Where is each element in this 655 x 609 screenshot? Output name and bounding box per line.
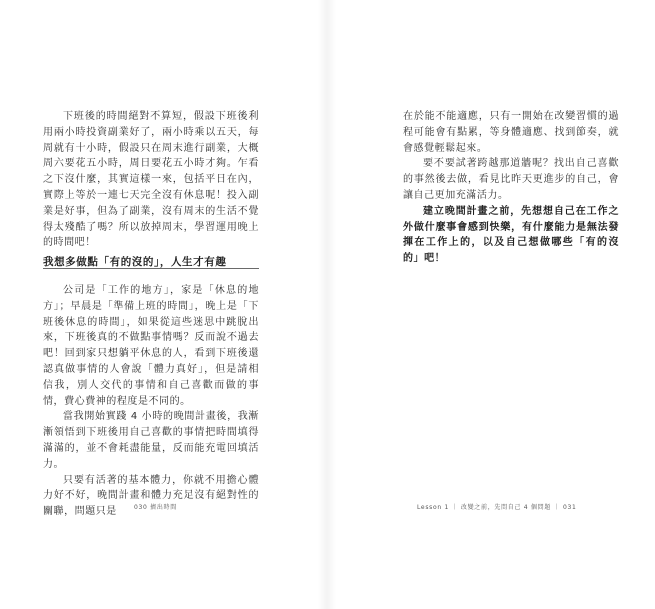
continued-text-block — [403, 109, 619, 267]
emphasis-paragraph: 建立晚間計畫之前，先想想自己在工作之外做什麼事會感到快樂，有什麼能力是無法發揮在工作上的，以及自己想做哪些「有的沒的」吧！ — [403, 205, 619, 265]
body-paragraph: 在於能不能適應，只有一開始在改變習慣的過程可能會有點累，等身體適應、找到節奏，就會感覺輕鬆起來。 — [403, 111, 619, 154]
body-paragraph: 只要有活著的基本體力，你就不用擔心體力好不好，晚間計畫和體力充足沒有絕對性的關聯，問題只是 — [43, 474, 259, 518]
page-footer-left: 030 擠出時間 — [134, 504, 177, 511]
body-paragraph: 公司是「工作的地方」，家是「休息的地方」；早晨是「準備上班的時間」，晚上是「下班後休息的時間」，如果從這些迷思中跳脫出來，下班後真的不做點事情嗎？反而說不過去吧！回到家只想躺平休息的人，看到下班後還認真做事情的人會說「體力真好」，但是請相信我，別人交代的事情和自己喜歡而做的事情，費心費神的程度是不同的。 — [43, 285, 259, 407]
section-divider — [43, 268, 259, 269]
section-text-block — [43, 283, 259, 520]
opening-text-block — [43, 109, 259, 251]
body-paragraph: 當我開始實踐 4 小時的晚間計畫後，我漸漸領悟到下班後用自己喜歡的事情把時間填得滿滿的，並不會耗盡能量，反而能充電回填活力。 — [43, 411, 259, 470]
body-paragraph: 下班後的時間絕對不算短，假設下班後利用兩小時投資副業好了，兩小時乘以五天，每周就有十小時，假設只在周末進行副業，大概周六要花五小時，周日要花五小時才夠。乍看之下沒什麼，其實這樣一來，包括平日在內，實際上等於一連七天完全沒有休息呢！投入副業是好事，但為了副業，沒有周末的生活不覺得太殘酷了嗎？所以放掉周末，學習運用晚上的時間吧！ — [43, 111, 259, 249]
body-paragraph: 要不要試著跨越那道牆呢？找出自己喜歡的事然後去做，看見比昨天更進步的自己，會讓自己更加充滿活力。 — [403, 158, 619, 201]
section-heading: 我想多做點「有的沒的」，人生才有趣 — [43, 256, 227, 268]
left-page — [0, 0, 327, 609]
right-page — [327, 0, 655, 609]
page-footer-right: Lesson 1 ｜ 改變之前，先問自己 4 個問題 ｜ 031 — [417, 504, 577, 511]
